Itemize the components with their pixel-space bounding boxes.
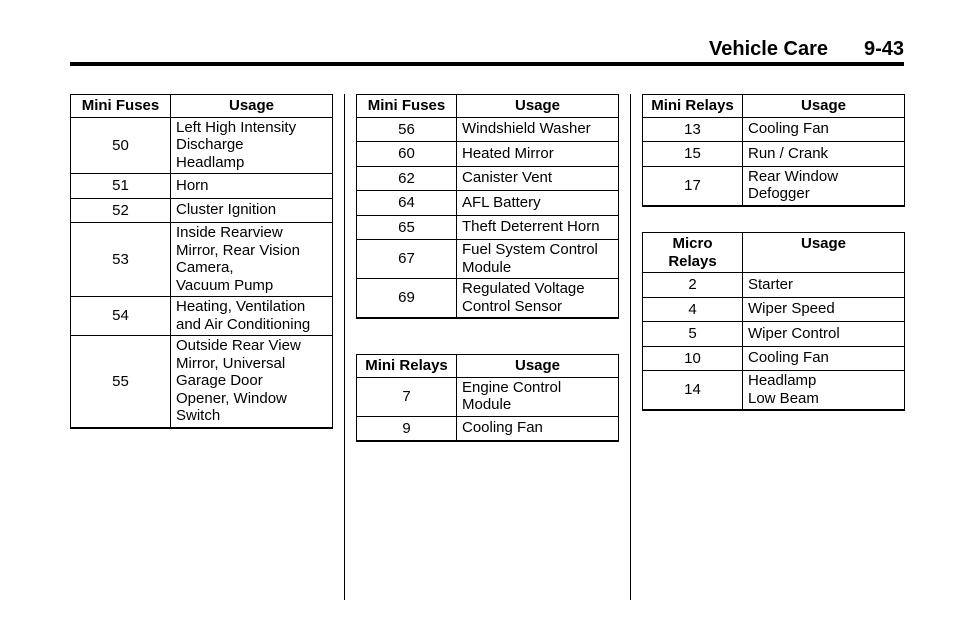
usage-line: Garage Door [176, 372, 263, 389]
usage-line: Regulated Voltage [462, 280, 585, 297]
usage-cell [457, 215, 619, 240]
usage-line: Control Sensor [462, 297, 563, 315]
column-header-number: Mini Relays [357, 355, 457, 378]
column-header-usage: Usage [743, 95, 905, 118]
usage-line: AFL Battery [462, 193, 541, 211]
usage-cell [457, 117, 619, 142]
mini-fuses-table [356, 94, 619, 319]
usage-line: Rear Window [748, 167, 839, 185]
header-rule [70, 62, 904, 66]
table-row [643, 346, 905, 371]
table-row [643, 371, 905, 411]
usage-line: Cooling Fan [748, 349, 829, 366]
fuse-number: 55 [71, 336, 171, 428]
usage-line: Horn [176, 176, 209, 194]
usage-line: Theft Deterrent Horn [462, 218, 600, 235]
usage-cell [457, 279, 619, 319]
usage-cell [457, 191, 619, 216]
usage-line: Engine Control [462, 378, 562, 396]
column-header-number: Micro Relays [643, 233, 743, 273]
table-row [357, 142, 619, 167]
usage-line: Vacuum Pump [176, 276, 274, 294]
section-title: Vehicle Care [709, 38, 828, 60]
fuse-number: 52 [71, 198, 171, 223]
table-header-row [643, 233, 905, 273]
fuse-number: 54 [71, 297, 171, 336]
usage-line: Heated Mirror [462, 144, 554, 162]
usage-cell [171, 117, 333, 174]
column-divider [630, 94, 631, 600]
fuse-number: 53 [71, 223, 171, 297]
usage-line: Module [462, 258, 512, 276]
usage-cell [457, 377, 619, 416]
usage-line: Windshield Washer [462, 120, 591, 137]
fuse-number: 2 [643, 273, 743, 298]
mini-fuses-table [70, 94, 333, 429]
usage-cell [171, 297, 333, 336]
usage-cell [457, 416, 619, 441]
table-header-row [357, 95, 619, 118]
usage-line: Camera, [176, 259, 234, 276]
table-row [71, 297, 333, 336]
usage-line: Mirror, Universal [176, 354, 286, 372]
table-row [357, 191, 619, 216]
fuse-number: 69 [357, 279, 457, 319]
usage-line: Opener, Window [176, 389, 287, 407]
table-row [357, 215, 619, 240]
fuse-number: 15 [643, 142, 743, 167]
column-header-usage: Usage [457, 355, 619, 378]
fuse-number: 51 [71, 174, 171, 199]
fuse-number: 60 [357, 142, 457, 167]
fuse-number: 65 [357, 215, 457, 240]
usage-line: Switch [176, 407, 221, 424]
table-row [643, 322, 905, 347]
table-row [643, 273, 905, 298]
usage-line: Starter [748, 275, 794, 293]
fuse-number: 62 [357, 166, 457, 191]
table-row [357, 377, 619, 416]
table-header-row [71, 95, 333, 118]
column-header-number: Mini Relays [643, 95, 743, 118]
usage-cell [457, 240, 619, 279]
usage-cell [743, 371, 905, 411]
usage-line: Canister Vent [462, 169, 553, 186]
fuse-number: 10 [643, 346, 743, 371]
table-row [643, 166, 905, 206]
fuse-number: 56 [357, 117, 457, 142]
usage-line: Defogger [748, 185, 810, 202]
fuse-number: 13 [643, 117, 743, 142]
page-number: 9-43 [863, 38, 904, 60]
fuse-number: 5 [643, 322, 743, 347]
usage-line: Fuel System Control [462, 241, 598, 258]
table-header-row [357, 355, 619, 378]
usage-line: Headlamp [748, 372, 817, 389]
usage-cell [171, 174, 333, 199]
table-row [71, 336, 333, 428]
usage-line: Cluster Ignition [176, 201, 277, 218]
table-row [357, 117, 619, 142]
table-row [643, 297, 905, 322]
usage-line: Run / Crank [748, 144, 829, 162]
fuse-number: 67 [357, 240, 457, 279]
usage-cell [457, 166, 619, 191]
usage-line: Mirror, Rear Vision [176, 241, 300, 259]
usage-cell [743, 273, 905, 298]
usage-line: Heating, Ventilation [176, 298, 306, 315]
table-row [357, 166, 619, 191]
micro-relays-table [642, 232, 905, 411]
column-divider [344, 94, 345, 600]
usage-cell [171, 223, 333, 297]
usage-line: Headlamp [176, 153, 245, 171]
usage-line: Left High Intensity [176, 118, 297, 136]
usage-line: Discharge [176, 136, 244, 153]
table-row [71, 117, 333, 174]
column-header-usage: Usage [457, 95, 619, 118]
usage-cell [457, 142, 619, 167]
fuse-number: 50 [71, 117, 171, 174]
fuse-number: 64 [357, 191, 457, 216]
table-row [71, 174, 333, 199]
usage-line: Low Beam [748, 389, 819, 407]
mini-relays-table [356, 354, 619, 442]
usage-line: and Air Conditioning [176, 315, 311, 333]
table-row [643, 117, 905, 142]
usage-line: Cooling Fan [462, 419, 543, 436]
usage-cell [171, 198, 333, 223]
usage-line: Wiper Control [748, 324, 840, 342]
fuse-number: 14 [643, 371, 743, 411]
usage-line: Module [462, 396, 512, 413]
usage-cell [743, 166, 905, 206]
usage-cell [743, 346, 905, 371]
column-header-usage: Usage [171, 95, 333, 118]
table-row [357, 240, 619, 279]
table-header-row [643, 95, 905, 118]
fuse-number: 17 [643, 166, 743, 206]
usage-line: Inside Rearview [176, 224, 283, 241]
usage-line: Outside Rear View [176, 337, 301, 354]
column-header-number: Mini Fuses [357, 95, 457, 118]
usage-cell [743, 297, 905, 322]
table-row [357, 416, 619, 441]
mini-relays-table [642, 94, 905, 207]
table-row [357, 279, 619, 319]
usage-cell [743, 142, 905, 167]
table-row [71, 198, 333, 223]
column-header-number: Mini Fuses [71, 95, 171, 118]
fuse-number: 4 [643, 297, 743, 322]
table-row [643, 142, 905, 167]
usage-cell [171, 336, 333, 428]
fuse-number: 7 [357, 377, 457, 416]
usage-cell [743, 117, 905, 142]
usage-line: Cooling Fan [748, 120, 829, 137]
column-header-usage: Usage [743, 233, 905, 273]
usage-cell [743, 322, 905, 347]
usage-line: Wiper Speed [748, 300, 835, 317]
table-row [71, 223, 333, 297]
fuse-number: 9 [357, 416, 457, 441]
